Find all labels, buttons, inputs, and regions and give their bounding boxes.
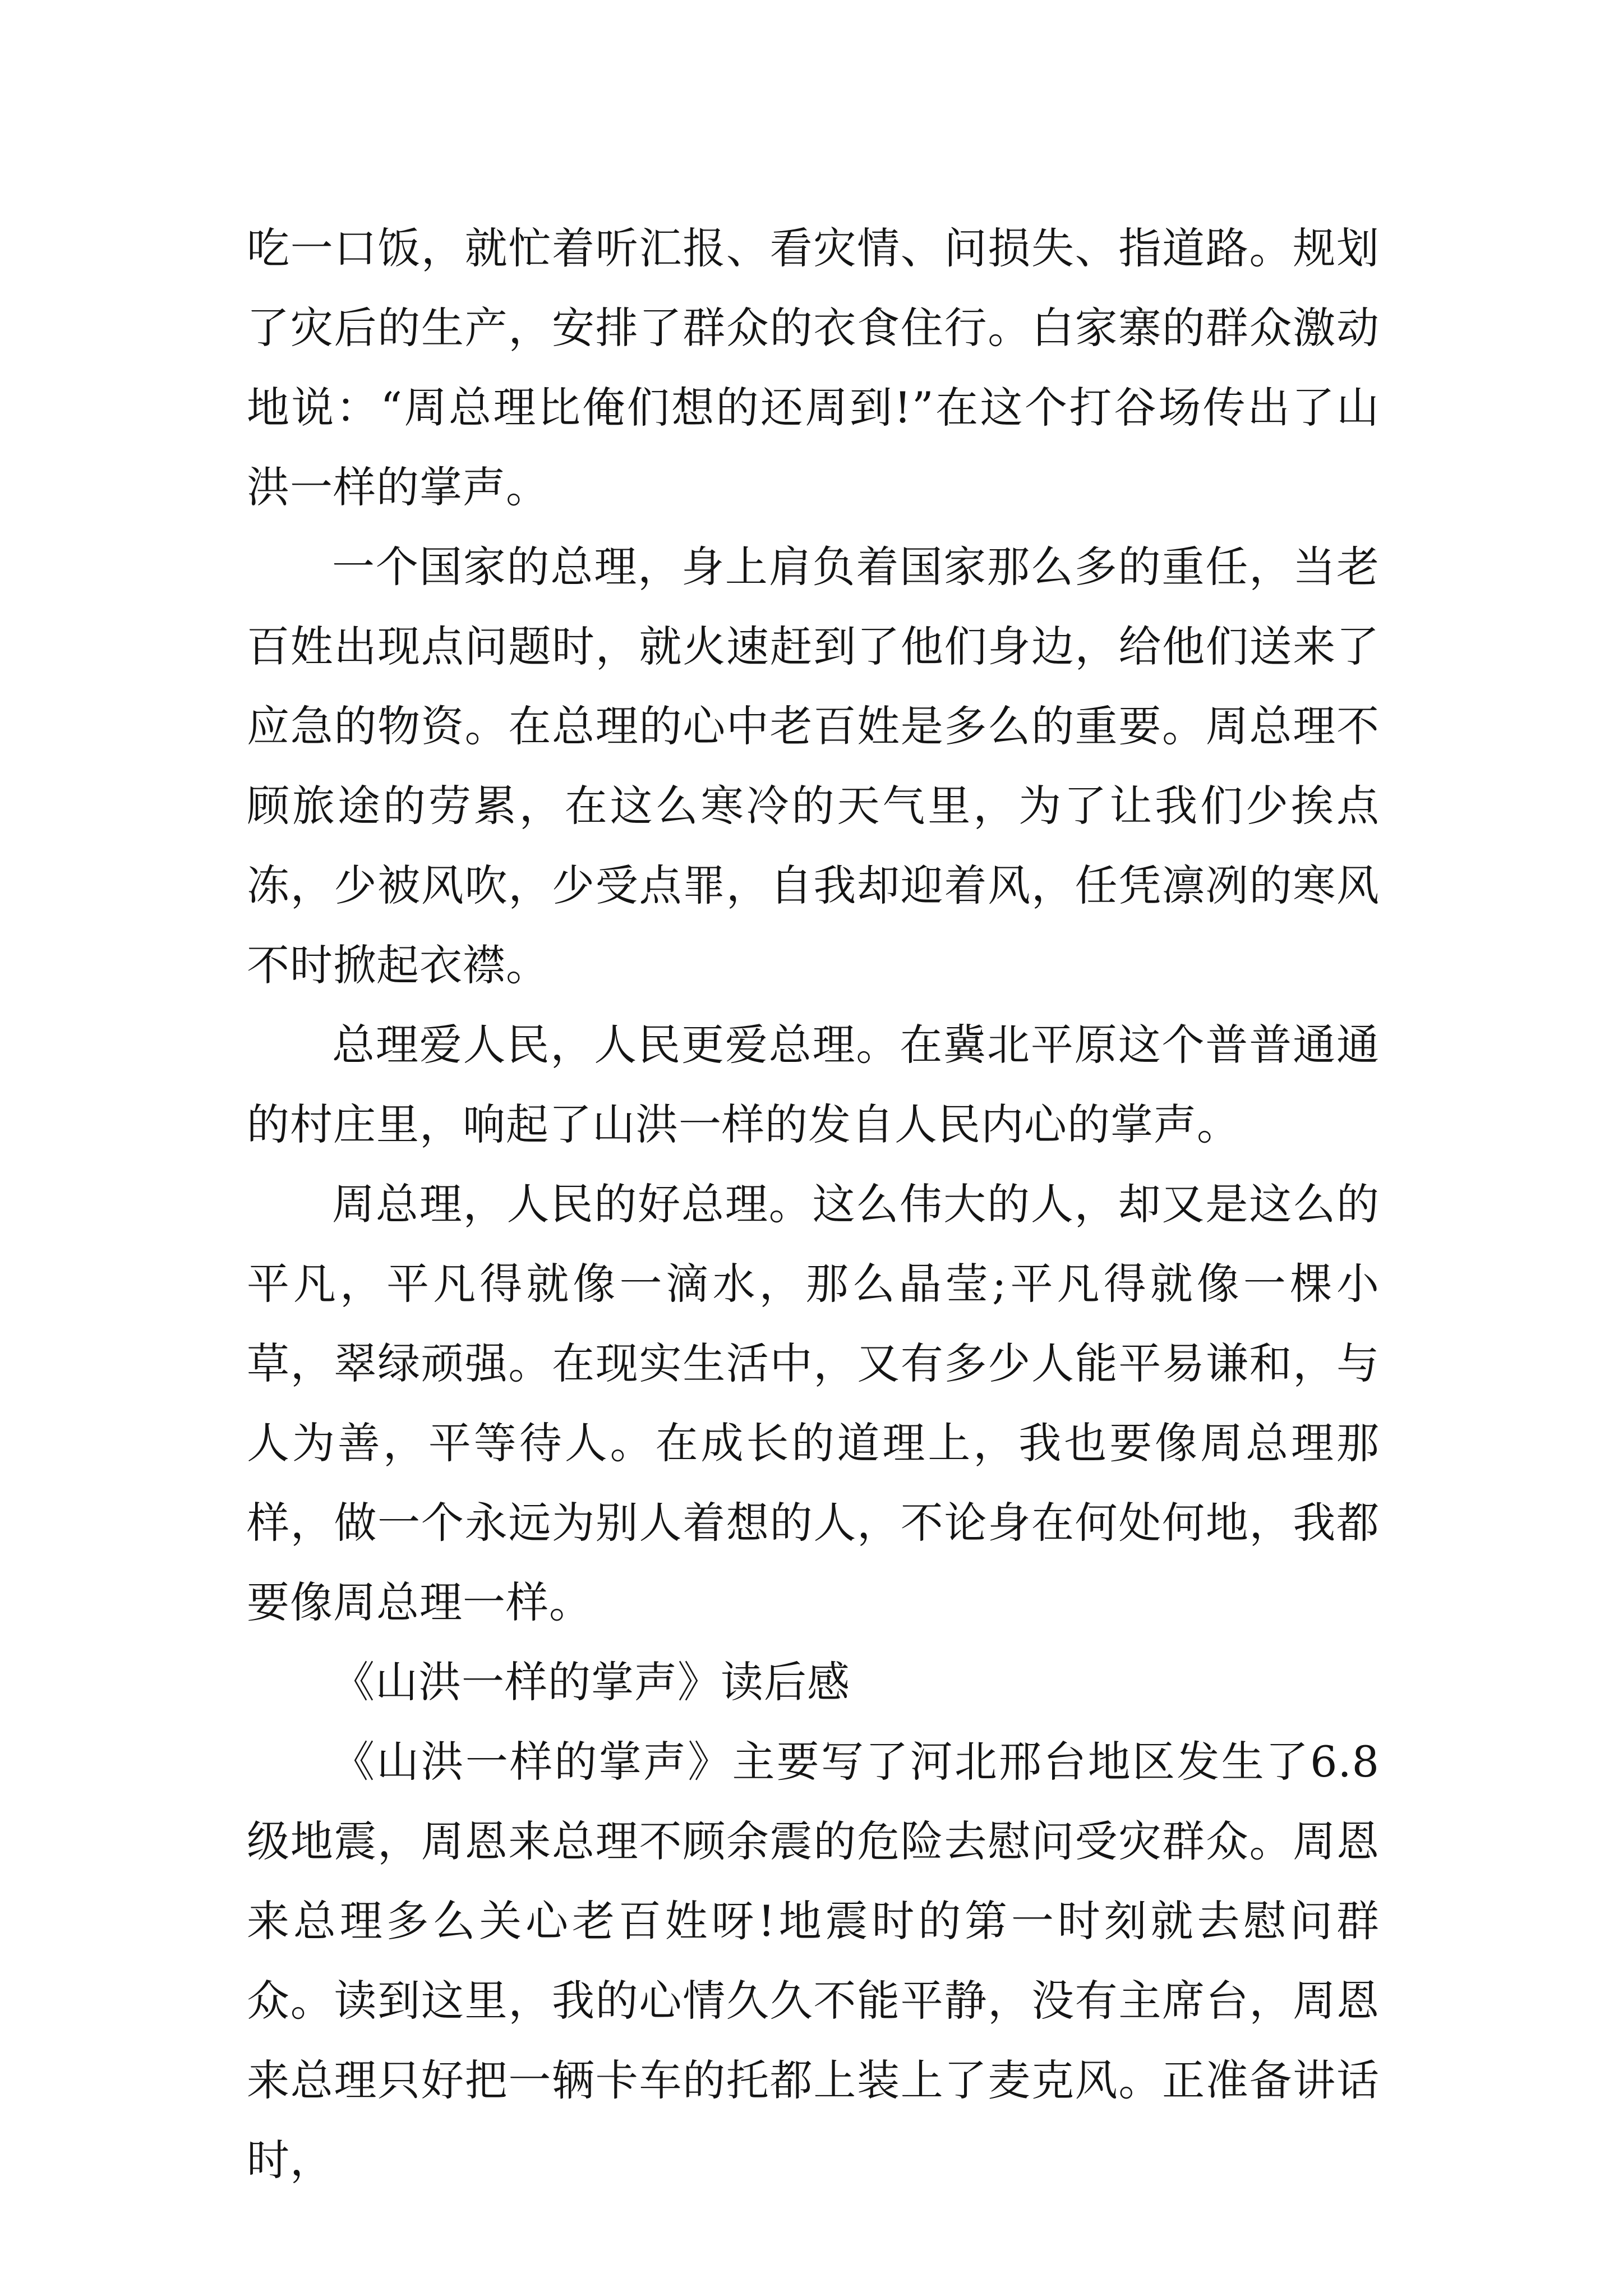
paragraph: 一个国家的总理，身上肩负着国家那么多的重任，当老百姓出现点问题时，就火速赶到了他们身边，给他们送来了应急的物资。在总理的心中老百姓是多么的重要。周总理不顾旅途的劳累，在这么寒冷的天气里，为了让我们少挨点冻，少被风吹，少受点罪，自我却迎着风，任凭凛冽的寒风不时掀起衣襟。	[247, 542, 1380, 990]
paragraph: 总理爱人民，人民更爱总理。在冀北平原这个普普通通的村庄里，响起了山洪一样的发自人民内心的掌声。	[247, 1020, 1380, 1149]
section-title: 《山洪一样的掌声》读后感	[332, 1657, 850, 1707]
paragraph: 周总理，人民的好总理。这么伟大的人，却又是这么的平凡，平凡得就像一滴水，那么晶莹;平凡得就像一棵小草，翠绿顽强。在现实生活中，又有多少人能平易谦和，与人为善，平等待人。在成长的道理上，我也要像周总理那样，做一个永远为别人着想的人，不论身在何处何地，我都要像周总理一样。	[247, 1179, 1380, 1627]
paragraph-continuation: 吃一口饭，就忙着听汇报、看灾情、问损失、指道路。规划了灾后的生产，安排了群众的衣食住行。白家寨的群众激动地说：“周总理比俺们想的还周到!”在这个打谷场传出了山洪一样的掌声。	[247, 223, 1380, 512]
document-body	[247, 209, 1380, 2200]
paragraph: 《山洪一样的掌声》主要写了河北邢台地区发生了6.8级地震，周恩来总理不顾余震的危险去慰问受灾群众。周恩来总理多么关心老百姓呀!地震时的第一时刻就去慰问群众。读到这里，我的心情久久不能平静，没有主席台，周恩来总理只好把一辆卡车的托都上装上了麦克风。正准备讲话时，	[247, 1737, 1380, 2185]
